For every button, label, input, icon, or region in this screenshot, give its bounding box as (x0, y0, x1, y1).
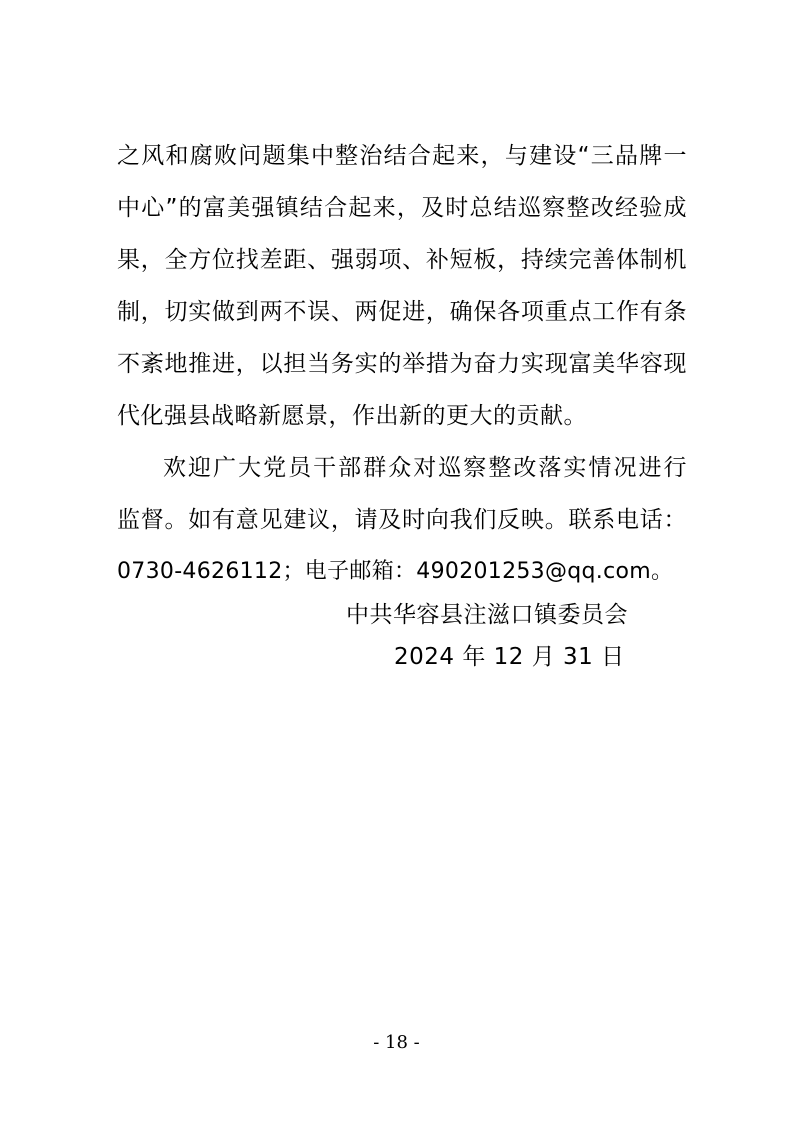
paragraph-1-line-2: 中心”的富美强镇结合起来，及时总结巡察整改经验成 (117, 195, 687, 221)
document-body (117, 130, 687, 598)
signature-organization: 中共华容县注滋口镇委员会 (346, 602, 628, 628)
paragraph-1-line-6: 代化强县战略新愿景，作出新的更大的贡献。 (117, 403, 587, 429)
paragraph-2-line-2: 监督。如有意见建议，请及时向我们反映。联系电话： (117, 507, 687, 533)
signature-date: 2024 年 12 月 31 日 (394, 644, 625, 670)
paragraph-1-line-5: 不紊地推进，以担当务实的举措为奋力实现富美华容现 (117, 351, 687, 377)
paragraph-2-line-1: 欢迎广大党员干部群众对巡察整改落实情况进行 (163, 455, 687, 481)
paragraph-1-line-1: 之风和腐败问题集中整治结合起来，与建设“三品牌一 (117, 143, 687, 169)
contact-info-line: 0730-4626112；电子邮箱：490201253@qq.com。 (117, 559, 674, 584)
page-number: - 18 - (373, 1032, 420, 1053)
paragraph-1-line-4: 制，切实做到两不误、两促进，确保各项重点工作有条 (117, 299, 687, 325)
paragraph-1-line-3: 果，全方位找差距、强弱项、补短板，持续完善体制机 (117, 247, 687, 273)
